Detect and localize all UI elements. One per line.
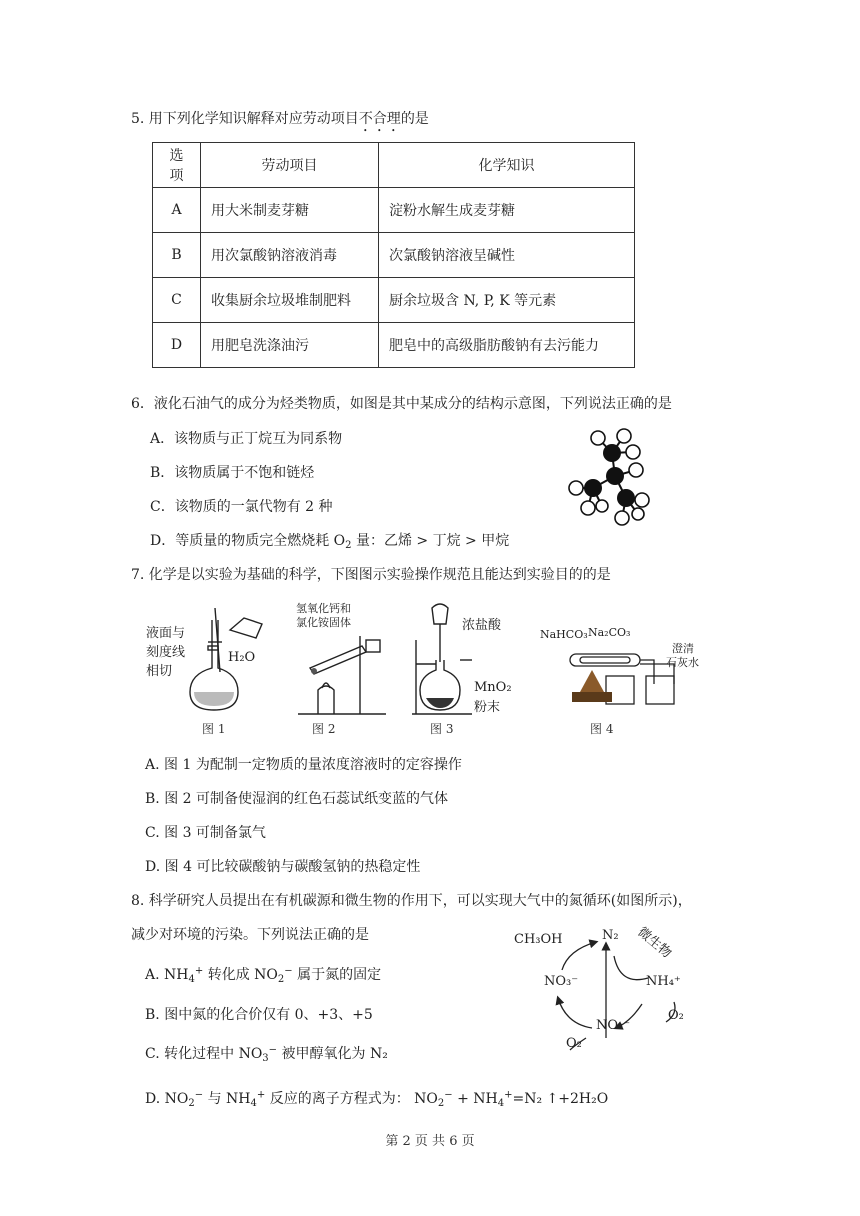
table-cell: 淀粉水解生成麦芽糖 bbox=[379, 188, 635, 233]
fig4-lime-water: 石灰水 bbox=[666, 656, 699, 669]
table-cell: A bbox=[153, 188, 201, 233]
heating-tube-apparatus-icon bbox=[290, 628, 400, 718]
table-cell: B bbox=[153, 233, 201, 278]
q6-option-b: B．该物质属于不饱和链烃 bbox=[150, 465, 315, 481]
fig3-acid: 浓盐酸 bbox=[462, 618, 502, 633]
table-cell: 次氯酸钠溶液呈碱性 bbox=[379, 233, 635, 278]
fig3-caption: 图 3 bbox=[430, 722, 454, 736]
q8-option-c: C. 转化过程中 $NO_3^-$ 被甲醇氧化为 N₂ bbox=[145, 1044, 388, 1064]
table-header: 劳动项目 bbox=[201, 143, 379, 188]
q6-option-a: A．该物质与正丁烷互为同系物 bbox=[150, 431, 343, 447]
fig2-label: 氢氧化钙和 bbox=[296, 602, 351, 615]
q8-option-d: D. $NO_2^-$ 与 $NH_4^+$ 反应的离子方程式为： $NO_2^- + NH_4^+=N_2$ ↑+2H₂O bbox=[145, 1089, 609, 1109]
fig2-label: 氯化铵固体 bbox=[296, 616, 351, 629]
table-cell: 用肥皂洗涤油污 bbox=[201, 323, 379, 368]
fig1-label: 刻度线 bbox=[146, 645, 186, 660]
fig2-caption: 图 2 bbox=[312, 722, 336, 736]
q8-stem: 8. 科学研究人员提出在有机碳源和微生物的作用下，可以实现大气中的氮循环(如图所示)， bbox=[131, 893, 692, 909]
table-cell: D bbox=[153, 323, 201, 368]
q7-option-c: C. 图 3 可制备氯气 bbox=[145, 825, 266, 841]
diagram-microbe: 微生物 bbox=[634, 924, 674, 962]
q8-stem: 减少对环境的污染。下列说法正确的是 bbox=[131, 927, 369, 943]
table-row bbox=[153, 188, 635, 233]
table-header-row bbox=[153, 143, 635, 188]
fig1-label: 相切 bbox=[146, 664, 173, 679]
table-header: 化学知识 bbox=[379, 143, 635, 188]
q7-option-a: A. 图 1 为配制一定物质的量浓度溶液时的定容操作 bbox=[145, 757, 462, 773]
fig4-nahco3: NaHCO₃ bbox=[540, 628, 588, 641]
diagram-o2: O₂ bbox=[668, 1008, 684, 1023]
table-cell: 厨余垃圾含 N, P, K 等元素 bbox=[379, 278, 635, 323]
q8-option-a: A. $NH_4^+$ 转化成 $NO_2^-$ 属于氮的固定 bbox=[145, 965, 382, 985]
q6-option-c: C．该物质的一氯代物有 2 种 bbox=[150, 499, 333, 515]
table-row bbox=[153, 233, 635, 278]
figure-4 bbox=[540, 600, 720, 740]
q7-stem: 7. 化学是以实验为基础的科学，下图图示实验操作规范且能达到实验目的的是 bbox=[131, 567, 611, 583]
volumetric-flask-icon bbox=[182, 600, 282, 712]
table-cell: 肥皂中的高级脂肪酸钠有去污能力 bbox=[379, 323, 635, 368]
q6-option-d: D．等质量的物质完全燃烧耗 $O_2$ 量：乙烯 > 丁烷 > 甲烷 bbox=[150, 533, 510, 551]
table-header: 选项 bbox=[153, 143, 201, 188]
diagram-no2: NO₂⁻ bbox=[596, 1018, 631, 1033]
round-flask-apparatus-icon bbox=[410, 600, 474, 718]
figure-3 bbox=[410, 600, 520, 740]
molecule-model-figure bbox=[560, 428, 660, 528]
tube-in-tube-apparatus-icon bbox=[550, 640, 720, 714]
diagram-ch3oh: CH₃OH bbox=[514, 932, 563, 947]
q5-table bbox=[152, 142, 635, 368]
table-cell: 收集厨余垃圾堆制肥料 bbox=[201, 278, 379, 323]
fig3-mno2: MnO₂ bbox=[474, 680, 512, 695]
fig4-lime-water: 澄清 bbox=[672, 642, 694, 655]
diagram-no3: NO₃⁻ bbox=[544, 974, 579, 989]
table-cell: 用次氯酸钠溶液消毒 bbox=[201, 233, 379, 278]
diagram-nh4: NH₄⁺ bbox=[646, 974, 681, 989]
figure-2 bbox=[290, 600, 400, 740]
q6-stem: 6．液化石油气的成分为烃类物质，如图是其中某成分的结构示意图，下列说法正确的是 bbox=[131, 396, 672, 412]
fig1-caption: 图 1 bbox=[202, 722, 226, 736]
table-cell: C bbox=[153, 278, 201, 323]
table-cell: 用大米制麦芽糖 bbox=[201, 188, 379, 233]
fig4-na2co3: Na₂CO₃ bbox=[588, 626, 631, 639]
fig3-powder: 粉末 bbox=[474, 700, 501, 715]
page-footer: 第 2 页 共 6 页 bbox=[385, 1134, 475, 1149]
fig1-h2o: H₂O bbox=[228, 650, 256, 665]
diagram-o2: O₂ bbox=[566, 1036, 582, 1051]
fig1-label: 液面与 bbox=[146, 626, 186, 641]
q8-option-b: B. 图中氮的化合价仅有 0、+3、+5 bbox=[145, 1007, 373, 1023]
table-row bbox=[153, 278, 635, 323]
fig4-caption: 图 4 bbox=[590, 722, 614, 736]
nitrogen-cycle-diagram bbox=[510, 926, 710, 1054]
diagram-n2: N₂ bbox=[602, 928, 619, 943]
figure-1 bbox=[142, 600, 282, 740]
table-row bbox=[153, 323, 635, 368]
q7-option-b: B. 图 2 可制备使湿润的红色石蕊试纸变蓝的气体 bbox=[145, 791, 448, 807]
q7-option-d: D. 图 4 可比较碳酸钠与碳酸氢钠的热稳定性 bbox=[145, 859, 421, 875]
q5-stem: 5. 用下列化学知识解释对应劳动项目不合理的是 bbox=[131, 111, 429, 127]
